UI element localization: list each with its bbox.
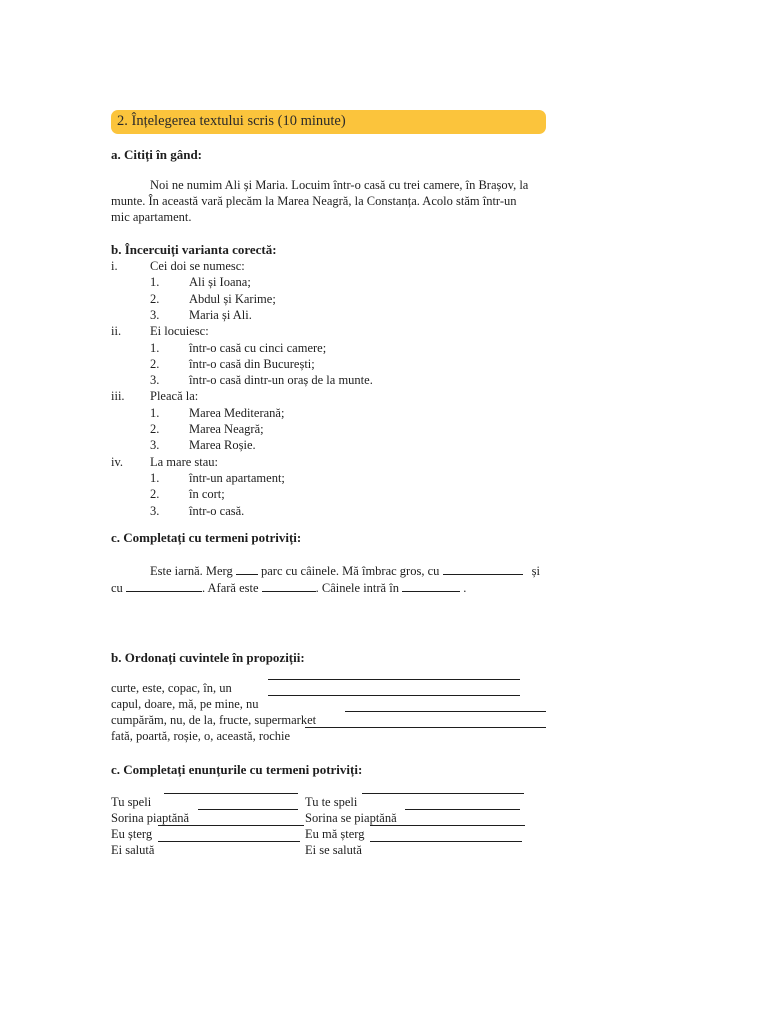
blank[interactable]	[262, 580, 316, 592]
order-item-3: cumpărăm, nu, de la, fructe, supermarket	[111, 713, 317, 727]
option-number: 1.	[150, 275, 160, 290]
question-number: iii.	[111, 389, 125, 404]
option-text[interactable]: într-un apartament;	[189, 470, 285, 485]
option-number: 3.	[150, 307, 160, 322]
option-text[interactable]: Marea Neagră;	[189, 422, 264, 436]
question-prompt: Ei locuiesc:	[150, 324, 209, 339]
question-number: iv.	[111, 454, 124, 469]
right-item-2: Sorina se piaptănă	[305, 811, 397, 825]
answer-line[interactable]	[158, 825, 304, 826]
option-text[interactable]: Ali și Ioana;	[189, 275, 251, 290]
option-number: 2.	[150, 291, 160, 306]
heading-b2: b. Ordonați cuvintele în propoziții:	[111, 650, 305, 665]
answer-line[interactable]	[370, 825, 525, 826]
option-number: 1.	[150, 470, 160, 485]
fill-text: Este iarnă. Merg	[150, 564, 233, 578]
answer-line[interactable]	[305, 727, 546, 728]
blank[interactable]	[402, 580, 460, 592]
reading-line-1: Noi ne numim Ali și Maria. Locuim într-o casă cu trei camere, în Brașov, la	[150, 178, 529, 192]
section-title: 2. Înțelegerea textului scris (10 minute)	[117, 113, 346, 129]
question-number: i.	[111, 259, 118, 273]
option-text[interactable]: Marea Roșie.	[189, 438, 256, 453]
right-item-1: Tu te speli	[305, 795, 358, 809]
option-number: 1.	[150, 340, 160, 355]
option-text[interactable]: într-o casă cu cinci camere;	[189, 340, 327, 355]
answer-line[interactable]	[158, 841, 300, 842]
blank[interactable]	[126, 580, 202, 592]
option-text[interactable]: Abdul și Karime;	[189, 291, 276, 306]
reading-line-3: mic apartament.	[111, 210, 192, 224]
option-text[interactable]: în cort;	[189, 487, 225, 502]
option-text[interactable]: Marea Mediterană;	[189, 405, 285, 420]
option-text[interactable]: Maria și Ali.	[189, 307, 252, 322]
question-prompt: Pleacă la:	[150, 389, 199, 404]
left-item-4: Ei salută	[111, 843, 155, 857]
right-item-4: Ei se salută	[305, 843, 362, 857]
order-item-1: curte, este, copac, în, un	[111, 681, 232, 695]
option-text[interactable]: într-o casă.	[189, 503, 245, 518]
reading-line-2: munte. În această vară plecăm la Marea Neagră, la Constanța. Acolo stăm într-un	[111, 194, 517, 208]
option-number: 2.	[150, 356, 160, 371]
fill-line-2	[111, 580, 466, 596]
question-prompt: Cei doi se numesc:	[150, 259, 245, 273]
answer-line[interactable]	[164, 793, 298, 794]
answer-line[interactable]	[370, 841, 522, 842]
option-number: 1.	[150, 405, 160, 420]
question-number: ii.	[111, 324, 122, 339]
heading-b: b. Încercuiți varianta corectă:	[111, 242, 277, 257]
right-item-3: Eu mă șterg	[305, 827, 365, 841]
fill-text: .	[463, 581, 467, 595]
question-prompt: La mare stau:	[150, 454, 219, 469]
heading-c2: c. Completați enunțurile cu termeni potriviți:	[111, 762, 363, 777]
option-number: 3.	[150, 503, 160, 518]
answer-line[interactable]	[198, 809, 298, 810]
answer-line[interactable]	[362, 793, 524, 794]
left-item-1: Tu speli	[111, 795, 152, 809]
option-number: 2.	[150, 422, 160, 436]
answer-line[interactable]	[268, 679, 520, 680]
option-number: 3.	[150, 438, 160, 453]
answer-line[interactable]	[268, 695, 520, 696]
section-banner	[111, 110, 546, 134]
order-item-4: fată, poartă, roșie, o, această, rochie	[111, 729, 291, 743]
fill-text: cu	[111, 581, 123, 595]
blank[interactable]	[443, 563, 523, 575]
fill-line-1	[150, 563, 540, 579]
answer-line[interactable]	[345, 711, 546, 712]
heading-c: c. Completați cu termeni potriviți:	[111, 530, 302, 545]
fill-text: și	[531, 564, 540, 578]
option-text[interactable]: într-o casă dintr-un oraș de la munte.	[189, 373, 373, 388]
fill-text: . Câinele intră în	[315, 581, 399, 595]
answer-line[interactable]	[405, 809, 520, 810]
fill-text: parc cu câinele. Mă îmbrac gros, cu	[260, 564, 440, 578]
left-item-2: Sorina piaptănă	[111, 811, 190, 825]
order-item-2: capul, doare, mă, pe mine, nu	[111, 697, 259, 711]
left-item-3: Eu șterg	[111, 827, 153, 841]
option-text[interactable]: într-o casă din București;	[189, 356, 315, 371]
option-number: 3.	[150, 373, 160, 388]
fill-text: . Afară este	[201, 581, 259, 595]
blank[interactable]	[236, 563, 258, 575]
heading-a: a. Citiți în gând:	[111, 147, 203, 162]
option-number: 2.	[150, 487, 160, 502]
